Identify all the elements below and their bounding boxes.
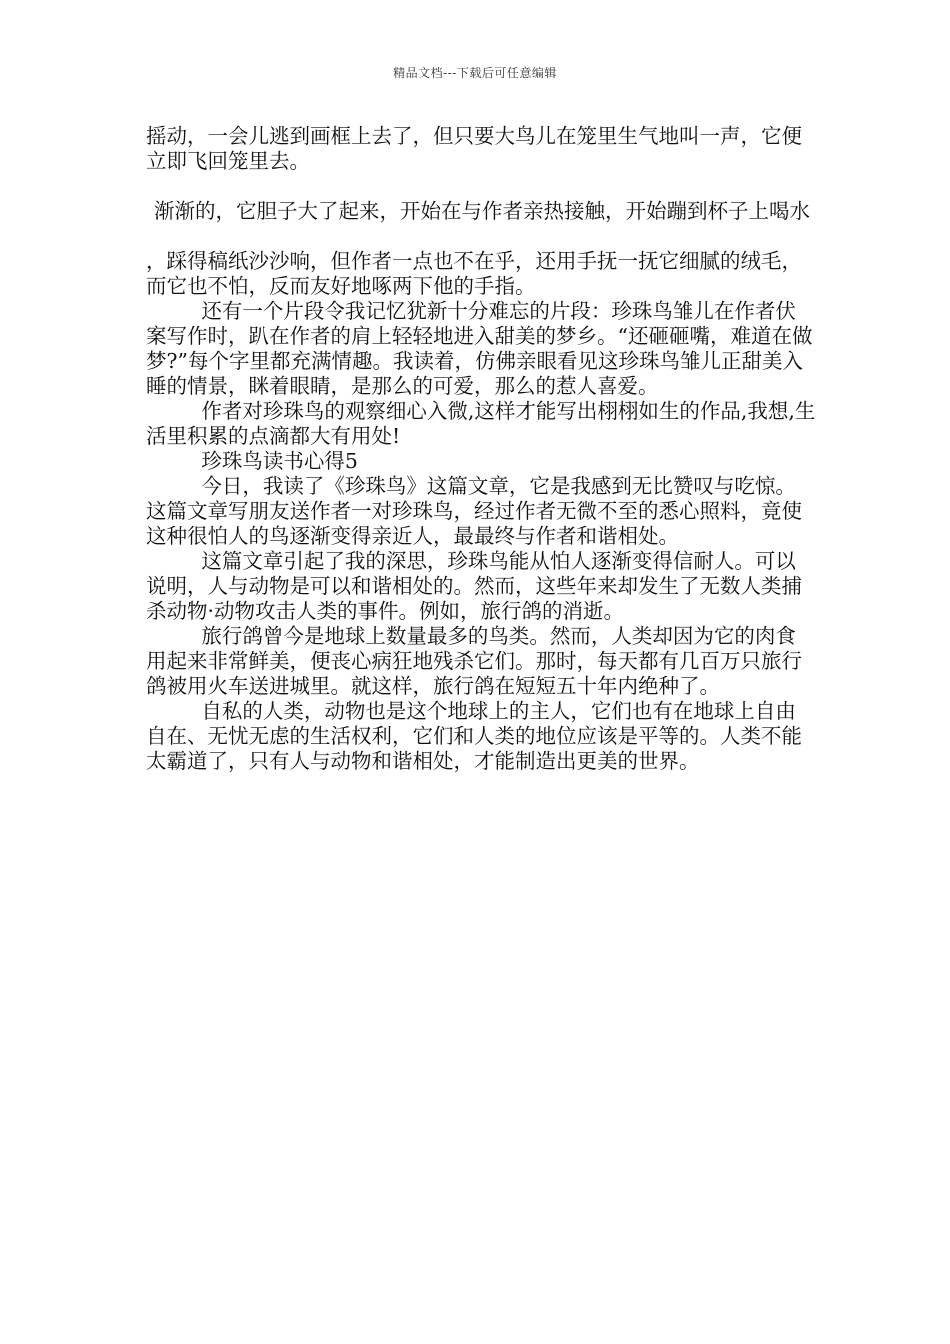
paragraph: 摇动，一会儿逃到画框上去了，但只要大鸟儿在笼里生气地叫一声，它便立即飞回笼里去。 [146,124,802,173]
paragraph: 今日，我读了《珍珠鸟》这篇文章，它是我感到无比赞叹与吃惊。这篇文章写朋友送作者一对珍珠鸟，经过作者无微不至的悉心照料，竟使这种很怕人的鸟逐渐变得亲近人，最最终与作者和谐相处。 [146,474,802,548]
paragraph: ，踩得稿纸沙沙响，但作者一点也不在乎，还用手抚一抚它细腻的绒毛，而它也不怕，反而友好地啄两下他的手指。 [146,249,802,298]
paragraph: 还有一个片段令我记忆犹新十分难忘的片段：珍珠鸟雏儿在作者伏案写作时，趴在作者的肩上轻轻地进入甜美的梦乡。“还砸砸嘴，难道在做梦?”每个字里都充满情趣。我读着，仿佛亲眼看见这珍珠鸟雏儿正甜美入睡的情景，眯着眼睛，是那么的可爱，那么的惹人喜爱。 [146,299,813,398]
section-title: 珍珠鸟读书心得5 [201,449,358,473]
page-header: 精品文档---下载后可任意编辑 [393,66,557,80]
paragraph: 作者对珍珠鸟的观察细心入微,这样才能写出栩栩如生的作品,我想,生活里积累的点滴都大有用处! [146,399,816,448]
paragraph: 渐渐的，它胆子大了起来，开始在与作者亲热接触，开始蹦到杯子上喝水 [154,199,810,223]
paragraph: 旅行鸽曾今是地球上数量最多的鸟类。然而，人类却因为它的肉食用起来非常鲜美，便丧心病狂地残杀它们。那时，每天都有几百万只旅行鸽被用火车送进城里。就这样，旅行鸽在短短五十年内绝种了。 [146,624,802,698]
paragraph: 这篇文章引起了我的深思，珍珠鸟能从怕人逐渐变得信耐人。可以说明，人与动物是可以和谐相处的。然而，这些年来却发生了无数人类捕杀动物·动物攻击人类的事件。例如，旅行鸽的消逝。 [146,549,802,623]
document-body [146,124,816,774]
paragraph: 自私的人类，动物也是这个地球上的主人，它们也有在地球上自由自在、无忧无虑的生活权利，它们和人类的地位应该是平等的。人类不能太霸道了，只有人与动物和谐相处，才能制造出更美的世界。 [146,699,802,773]
